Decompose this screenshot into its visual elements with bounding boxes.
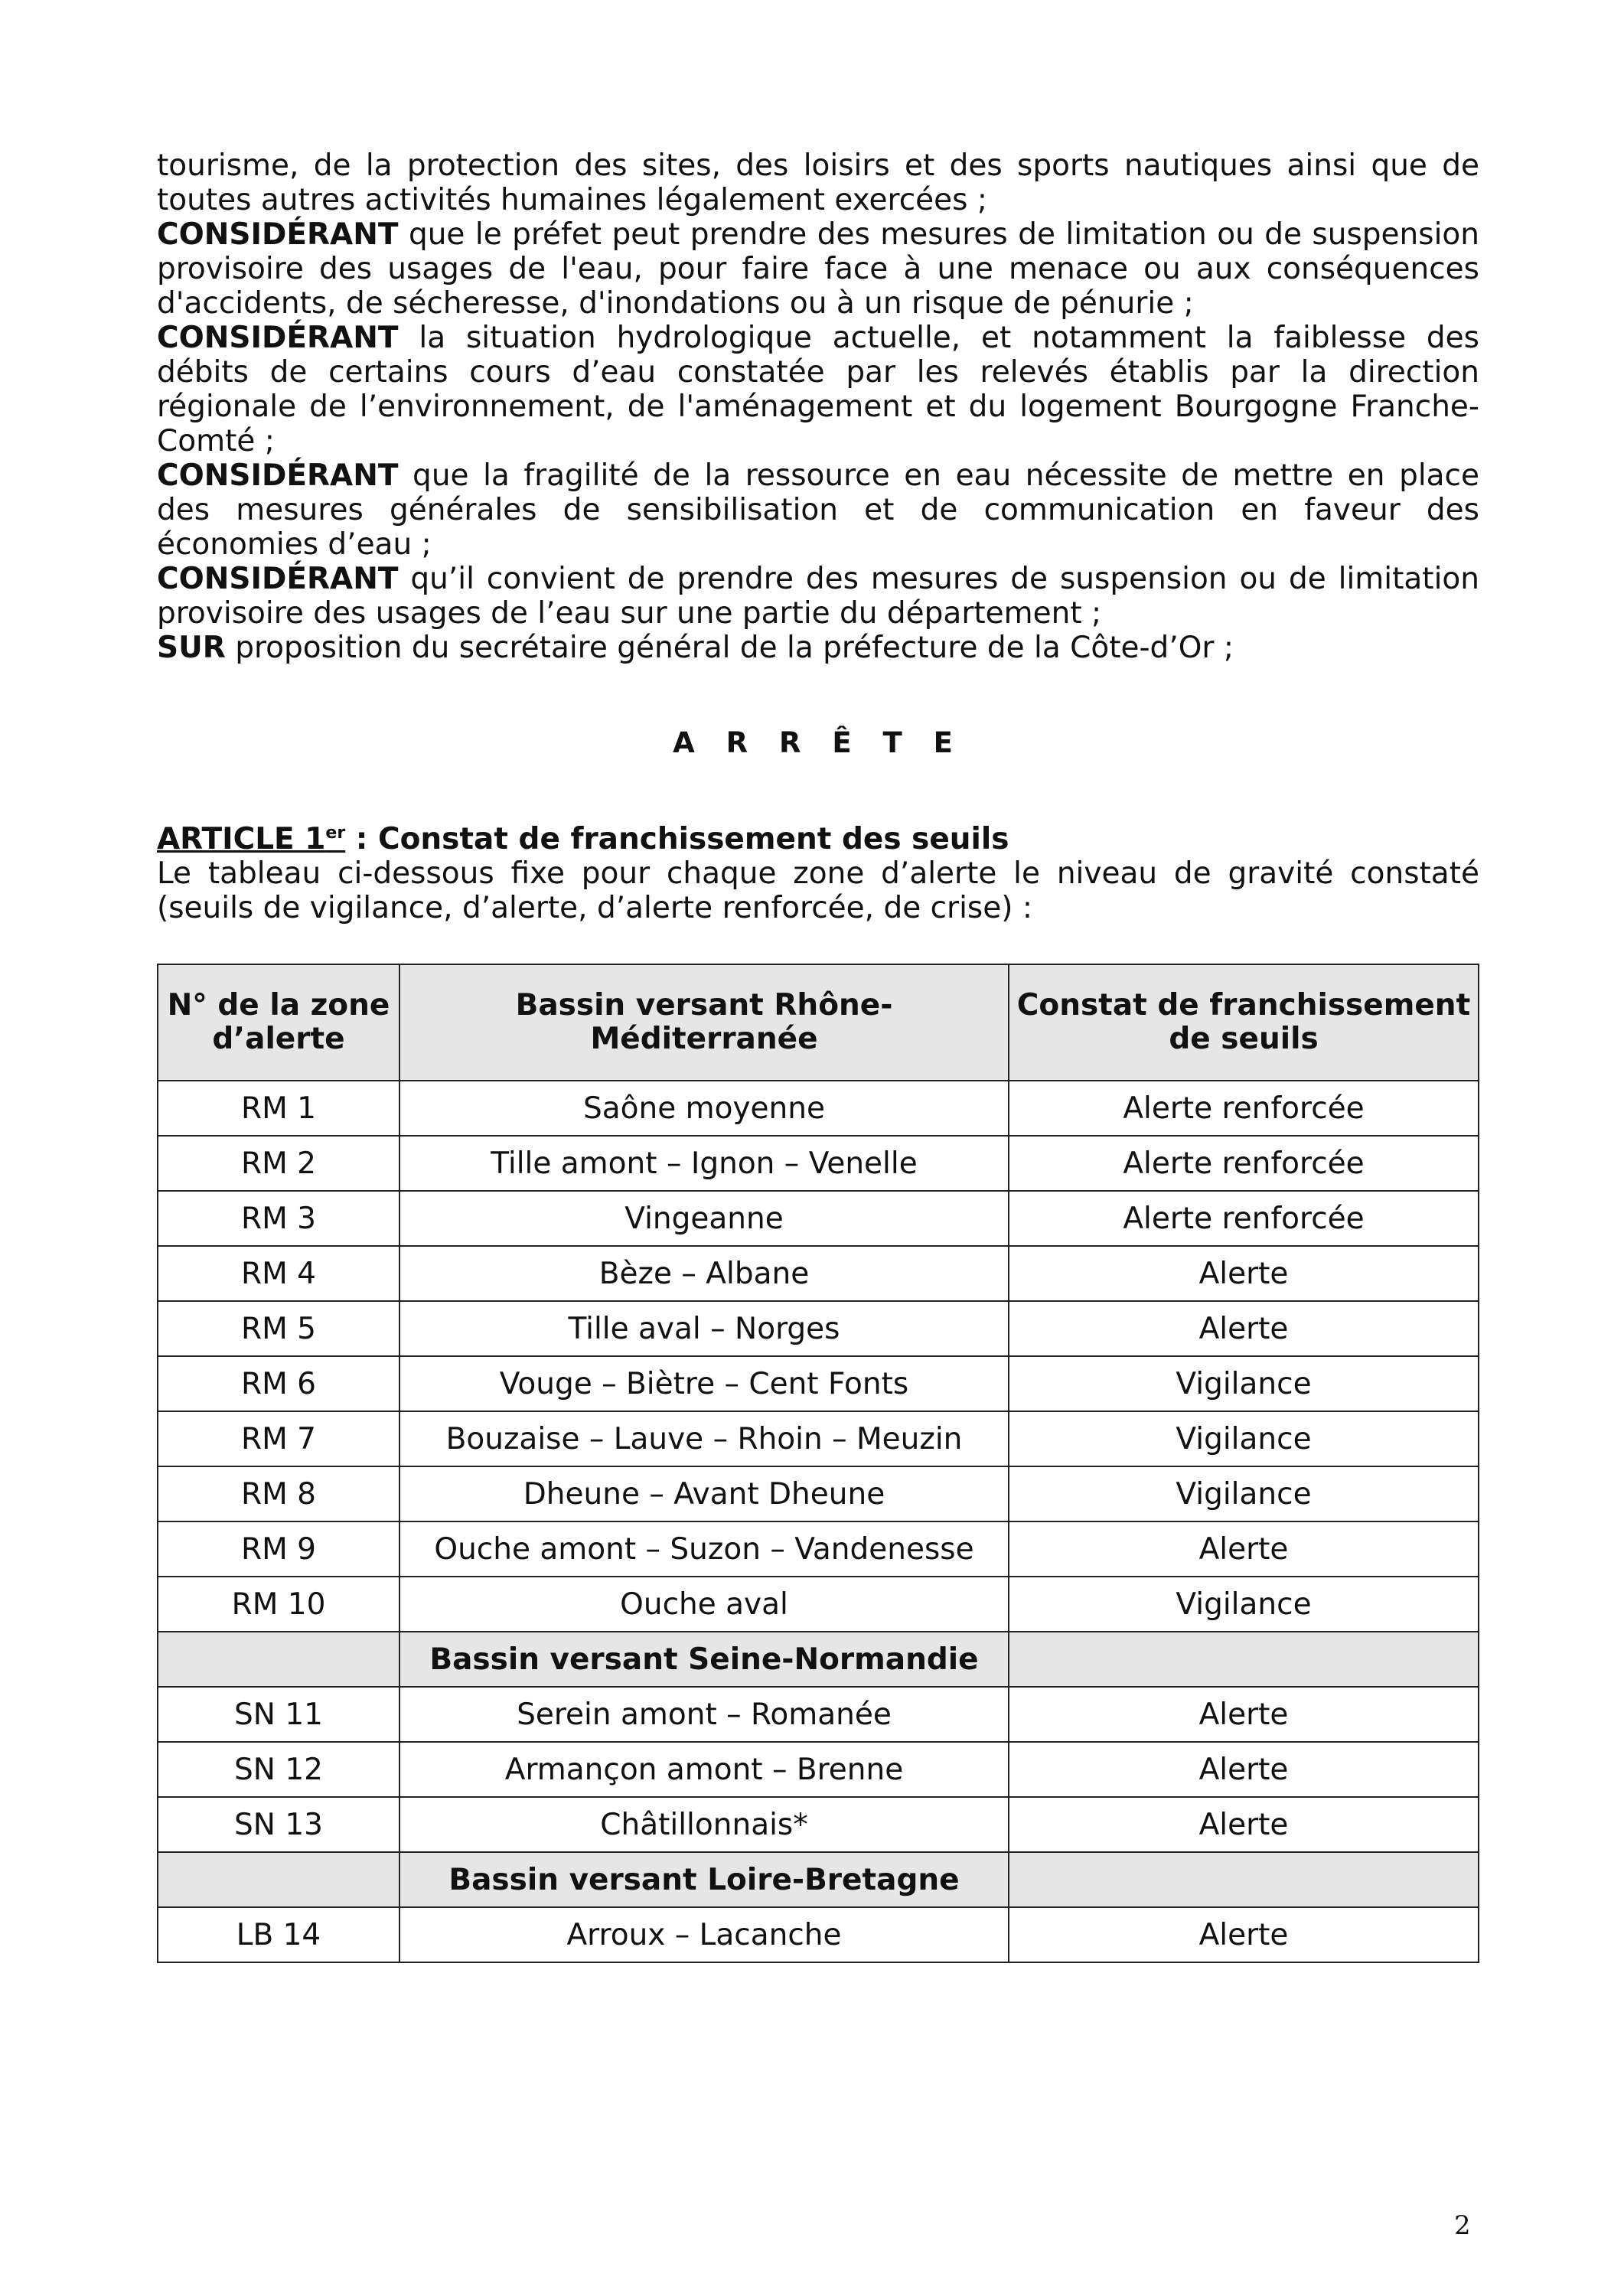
zone-cell: RM 3	[158, 1191, 399, 1246]
paragraph-text: que le préfet peut prendre des mesures de limitation ou de suspension provisoire des usages de l'eau, pour faire face à une menace ou aux conséquences d'accidents, de sécheresse, d'inondations ou à un risque de pénurie ;	[157, 217, 1479, 321]
article-label-sup: er	[325, 823, 346, 843]
basin-cell: Bèze – Albane	[399, 1246, 1009, 1301]
paragraph-considerant-3	[157, 458, 1479, 562]
table-row	[158, 1081, 1479, 1136]
table-row	[158, 1742, 1479, 1797]
zone-cell: SN 11	[158, 1687, 399, 1742]
basin-header-row-loire	[158, 1852, 1479, 1907]
page-number: 2	[1454, 2210, 1471, 2241]
basin-cell: Tille amont – Ignon – Venelle	[399, 1136, 1009, 1191]
zone-cell: SN 13	[158, 1797, 399, 1852]
table-row	[158, 1136, 1479, 1191]
paragraph-considerant-2	[157, 321, 1479, 458]
paragraph-lead: CONSIDÉRANT	[157, 458, 399, 493]
status-cell: Alerte renforcée	[1009, 1136, 1479, 1191]
basin-cell: Châtillonnais*	[399, 1797, 1009, 1852]
status-cell: Alerte	[1009, 1797, 1479, 1852]
table-row	[158, 1301, 1479, 1356]
basin-cell: Ouche amont – Suzon – Vandenesse	[399, 1521, 1009, 1577]
zone-cell: LB 14	[158, 1907, 399, 1962]
paragraph-considerant-4	[157, 562, 1479, 631]
basin-header-row-seine	[158, 1632, 1479, 1687]
zone-cell: RM 2	[158, 1136, 399, 1191]
basin-cell: Armançon amont – Brenne	[399, 1742, 1009, 1797]
status-cell: Alerte renforcée	[1009, 1191, 1479, 1246]
table-intro: Le tableau ci-dessous fixe pour chaque zone d’alerte le niveau de gravité constaté (seuils de vigilance, d’alerte, d’alerte renforcée, de crise) :	[157, 856, 1479, 925]
status-cell: Vigilance	[1009, 1411, 1479, 1466]
paragraph-text: la situation hydrologique actuelle, et notamment la faiblesse des débits de certains cours d’eau constatée par les relevés établis par la direction régionale de l’environnement, de l'aménagement et du logement Bourgogne Franche-Comté ;	[157, 321, 1479, 458]
thresholds-table	[157, 964, 1479, 1963]
zone-cell: RM 10	[158, 1577, 399, 1632]
header-basin-rhone: Bassin versant Rhône-Méditerranée	[399, 964, 1009, 1081]
basin-cell: Arroux – Lacanche	[399, 1907, 1009, 1962]
empty-cell	[1009, 1632, 1479, 1687]
paragraph-text: qu’il convient de prendre des mesures de suspension ou de limitation provisoire des usages de l’eau sur une partie du département ;	[157, 562, 1479, 631]
status-cell: Vigilance	[1009, 1356, 1479, 1411]
paragraph-continuation: tourisme, de la protection des sites, des loisirs et des sports nautiques ainsi que de toutes autres activités humaines légalement exercées ;	[157, 148, 1479, 217]
table-row	[158, 1191, 1479, 1246]
table-row	[158, 1246, 1479, 1301]
article-separator: :	[345, 822, 378, 856]
paragraph-lead: CONSIDÉRANT	[157, 562, 399, 596]
zone-cell: RM 4	[158, 1246, 399, 1301]
paragraph-lead: CONSIDÉRANT	[157, 321, 399, 355]
basin-cell: Ouche aval	[399, 1577, 1009, 1632]
paragraph-lead: CONSIDÉRANT	[157, 217, 399, 252]
zone-cell: RM 1	[158, 1081, 399, 1136]
zone-cell: SN 12	[158, 1742, 399, 1797]
status-cell: Alerte	[1009, 1742, 1479, 1797]
status-cell: Alerte	[1009, 1687, 1479, 1742]
basin-cell: Serein amont – Romanée	[399, 1687, 1009, 1742]
status-cell: Vigilance	[1009, 1466, 1479, 1521]
status-cell: Alerte	[1009, 1301, 1479, 1356]
paragraph-considerant-1	[157, 217, 1479, 321]
empty-cell	[1009, 1852, 1479, 1907]
zone-cell: RM 8	[158, 1466, 399, 1521]
table-row	[158, 1687, 1479, 1742]
table-row	[158, 1466, 1479, 1521]
article-heading	[157, 816, 1479, 856]
article-title: Constat de franchissement des seuils	[377, 822, 1009, 856]
zone-cell: RM 6	[158, 1356, 399, 1411]
table-row	[158, 1907, 1479, 1962]
basin-cell: Tille aval – Norges	[399, 1301, 1009, 1356]
status-cell: Alerte	[1009, 1246, 1479, 1301]
empty-cell	[158, 1632, 399, 1687]
header-zone-number: N° de la zone d’alerte	[158, 964, 399, 1081]
arrete-heading: A R R Ê T E	[673, 726, 964, 759]
table-row	[158, 1411, 1479, 1466]
document-body	[157, 148, 1479, 1963]
status-cell: Vigilance	[1009, 1577, 1479, 1632]
zone-cell: RM 7	[158, 1411, 399, 1466]
table-row	[158, 1356, 1479, 1411]
zone-cell: RM 5	[158, 1301, 399, 1356]
empty-cell	[158, 1852, 399, 1907]
status-cell: Alerte renforcée	[1009, 1081, 1479, 1136]
basin-cell: Vouge – Biètre – Cent Fonts	[399, 1356, 1009, 1411]
table-header-row	[158, 964, 1479, 1081]
table-row	[158, 1521, 1479, 1577]
paragraph-lead: SUR	[157, 631, 226, 665]
status-cell: Alerte	[1009, 1907, 1479, 1962]
basin-cell: Saône moyenne	[399, 1081, 1009, 1136]
status-cell: Alerte	[1009, 1521, 1479, 1577]
basin-cell: Vingeanne	[399, 1191, 1009, 1246]
zone-cell: RM 9	[158, 1521, 399, 1577]
basin-cell: Bouzaise – Lauve – Rhoin – Meuzin	[399, 1411, 1009, 1466]
article-label	[157, 822, 345, 856]
basin-cell: Dheune – Avant Dheune	[399, 1466, 1009, 1521]
paragraph-sur-proposition	[157, 631, 1479, 665]
header-threshold-status: Constat de franchissement de seuils	[1009, 964, 1479, 1081]
basin-header-loire-bretagne: Bassin versant Loire-Bretagne	[399, 1852, 1009, 1907]
table-row	[158, 1577, 1479, 1632]
article-label-text: ARTICLE 1	[157, 822, 326, 856]
paragraph-text: que la fragilité de la ressource en eau nécessite de mettre en place des mesures générales de sensibilisation et de communication en faveur des économies d’eau ;	[157, 458, 1479, 562]
table-row	[158, 1797, 1479, 1852]
basin-header-seine-normandie: Bassin versant Seine-Normandie	[399, 1632, 1009, 1687]
paragraph-text: proposition du secrétaire général de la préfecture de la Côte-d’Or ;	[225, 631, 1234, 665]
